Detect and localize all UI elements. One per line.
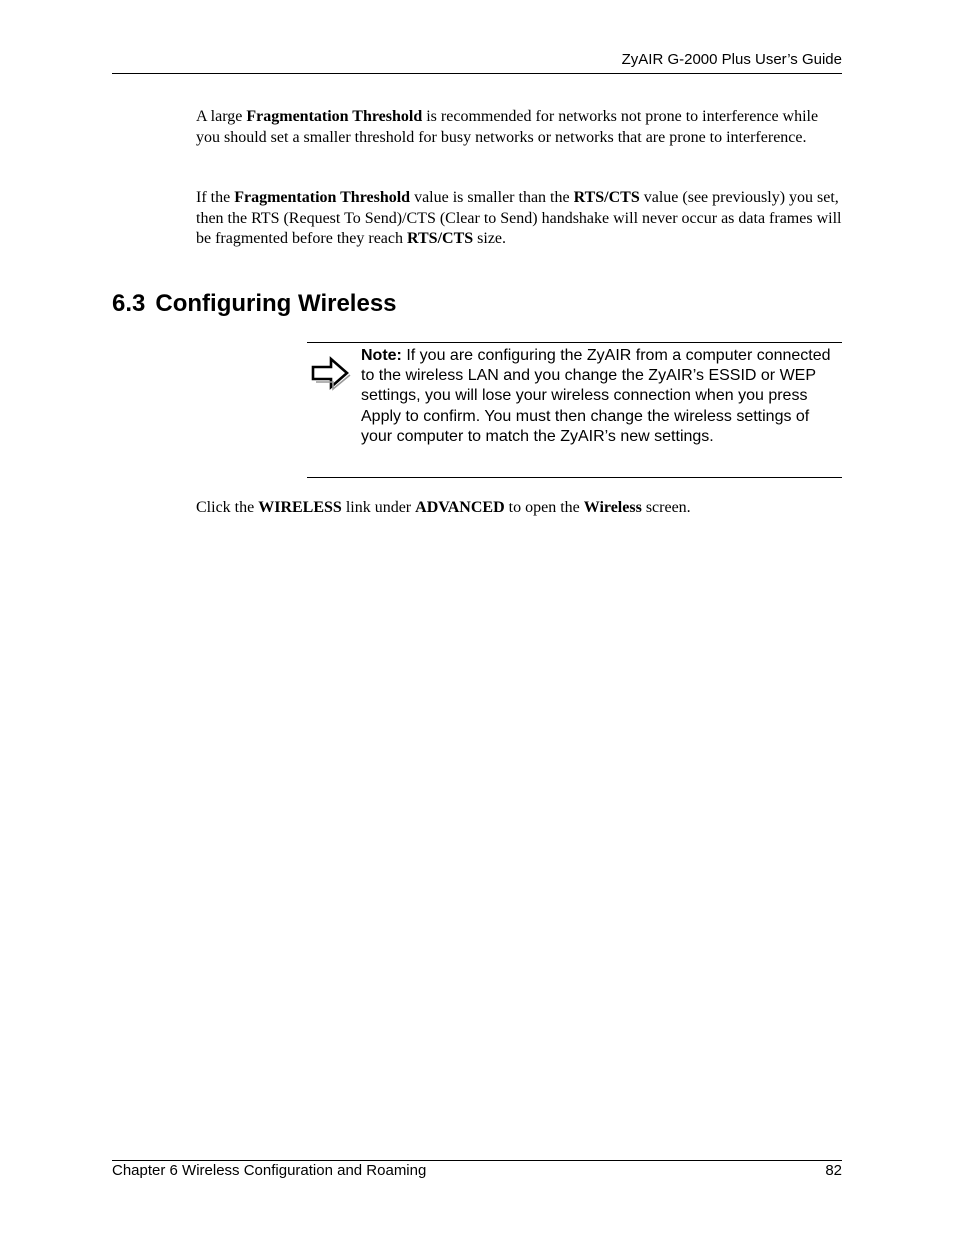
note-text [361, 346, 841, 447]
paragraph-click-wireless [196, 498, 844, 519]
text-run: link under [341, 499, 416, 516]
text-run: A large [196, 108, 247, 125]
note-box [307, 342, 842, 478]
section-heading [112, 290, 397, 318]
bold-term: Fragmentation Threshold [246, 108, 423, 125]
bold-term: Fragmentation Threshold [234, 189, 411, 206]
header-rule [112, 73, 842, 74]
text-run: value is smaller than the [410, 189, 574, 206]
footer-chapter: Chapter 6 Wireless Configuration and Roaming [112, 1162, 427, 1179]
bold-term: RTS/CTS [407, 230, 474, 247]
bold-term: WIRELESS [258, 499, 342, 516]
text-run: screen. [641, 499, 691, 516]
text-run: is recommended for networks not prone to interference while you should set a smaller threshold for busy networks or networks that are prone to interference. [196, 108, 819, 146]
paragraph-rts-cts [196, 188, 844, 250]
note-label: Note: [361, 347, 402, 364]
footer-page-number: 82 [825, 1162, 842, 1179]
text-run: If the [196, 189, 235, 206]
bold-term: Wireless [583, 499, 642, 516]
section-number: 6.3 [112, 290, 146, 317]
arrow-right-icon [309, 353, 353, 393]
note-body: If you are configuring the ZyAIR from a computer connected to the wireless LAN and you change the ZyAIR’s ESSID or WEP settings, you will lose your wireless connection when you press Apply to confirm. You must then change the wireless settings of your computer to match the ZyAIR’s new settings. [361, 347, 831, 445]
bold-term: RTS/CTS [573, 189, 640, 206]
paragraph-fragmentation-threshold [196, 107, 844, 148]
section-title: Configuring Wireless [155, 290, 397, 317]
running-header-title: ZyAIR G-2000 Plus User’s Guide [621, 51, 842, 68]
bold-term: ADVANCED [415, 499, 505, 516]
text-run: to open the [504, 499, 584, 516]
text-run: size. [473, 230, 507, 247]
text-run: value (see previously) you set, then the RTS (Request To Send)/CTS (Clear to Send) handshake will never occur as data frames will be fragmented before they reach [196, 189, 842, 247]
footer-rule [112, 1160, 842, 1161]
text-run: Click the [196, 499, 259, 516]
